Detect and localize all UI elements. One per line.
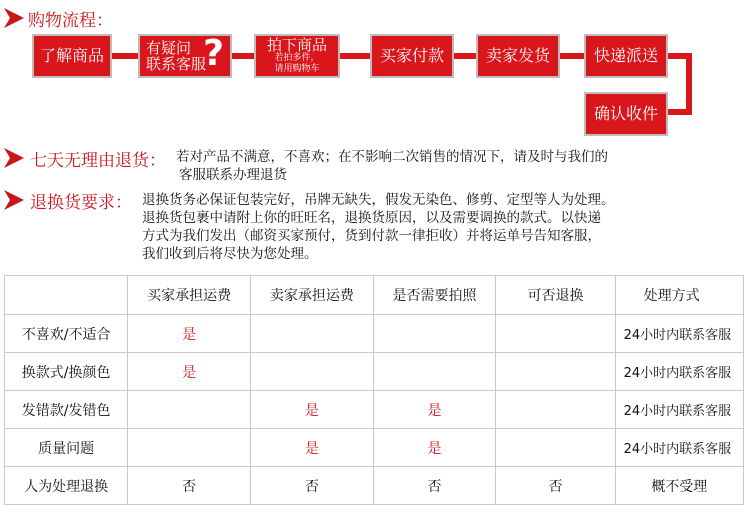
- table-cell: 是: [373, 429, 496, 467]
- flow-step-label: 了解商品: [39, 46, 104, 66]
- flow-connector: [340, 53, 370, 59]
- table-cell-handling: 24小时内联系客服: [615, 391, 743, 429]
- table-cell: 否: [373, 467, 496, 505]
- exchange-line: 方式为我们发出（邮资买家预付，货到付款一律拒收）并将运单号告知客服，: [142, 228, 601, 244]
- flow-connector: [232, 53, 254, 59]
- exchange-line: 退换货包裹中请附上你的旺旺名，退换货原因，以及需要调换的款式。以快递: [142, 210, 601, 226]
- question-mark-icon: ?: [203, 33, 224, 74]
- table-cell: [250, 353, 373, 391]
- return-policy-line-2: 客服联系办理退货: [179, 167, 287, 183]
- table-row: [5, 315, 744, 353]
- red-arrow-icon: [4, 190, 26, 210]
- table-header-cell: 买家承担运费: [128, 276, 251, 315]
- exchange-line: 我们收到后将尽快为您处理。: [142, 246, 318, 262]
- table-cell: [373, 315, 496, 353]
- flow-step-contact-service: [138, 34, 232, 78]
- table-header-row: [5, 276, 744, 315]
- table-cell-reason: 人为处理退换: [5, 467, 128, 505]
- return-policy-title: 七天无理由退货：: [30, 151, 166, 171]
- flow-step-label: 买家付款: [379, 46, 444, 66]
- table-row: [5, 353, 744, 391]
- table-cell-handling: 24小时内联系客服: [615, 429, 743, 467]
- table-cell: 否: [250, 467, 373, 505]
- table-cell-handling: 24小时内联系客服: [615, 315, 743, 353]
- exchange-requirements-text: [142, 191, 742, 263]
- table-header-cell: 是否需要拍照: [373, 276, 496, 315]
- exchange-requirements-title: 退换货要求：: [30, 193, 132, 213]
- table-cell: 是: [250, 391, 373, 429]
- table-row: [5, 391, 744, 429]
- table-header-cell: [5, 276, 128, 315]
- red-arrow-icon: [4, 8, 26, 28]
- table-cell-reason: 不喜欢/不适合: [5, 315, 128, 353]
- table-cell: [128, 391, 251, 429]
- table-cell: 否: [496, 467, 615, 505]
- table-cell: [373, 353, 496, 391]
- table-cell: 是: [128, 315, 251, 353]
- table-header-cell: 卖家承担运费: [250, 276, 373, 315]
- table-cell: [496, 429, 615, 467]
- table-cell-handling: 24小时内联系客服: [615, 353, 743, 391]
- flow-step-note-2: 请用购物车: [274, 64, 320, 75]
- table-cell: [496, 391, 615, 429]
- flow-step-place-order: [254, 34, 340, 78]
- flow-connector: [668, 109, 692, 115]
- flow-step-label: 有疑问: [146, 38, 192, 57]
- flow-step-note-1: 若拍多件，: [274, 53, 320, 64]
- flow-step-label: 卖家发货: [485, 46, 550, 66]
- return-policy-line-1: 若对产品不满意，不喜欢；在不影响二次销售的情况下，请及时与我们的: [176, 149, 608, 165]
- table-cell: 否: [128, 467, 251, 505]
- exchange-line: 退换货务必保证包装完好，吊牌无缺失，假发无染色、修剪、定型等人为处理。: [142, 192, 615, 208]
- flow-step-label-2: 联系客服: [146, 55, 207, 73]
- table-header-cell: 可否退换: [496, 276, 615, 315]
- return-policy-text: [176, 148, 736, 184]
- flow-connector: [560, 53, 584, 59]
- table-header-cell: 处理方式: [615, 276, 743, 315]
- return-rules-table: [4, 275, 744, 505]
- table-cell-reason: 发错款/发错色: [5, 391, 128, 429]
- flow-step-label: 快递派送: [593, 46, 658, 66]
- table-row: [5, 429, 744, 467]
- table-cell: 是: [128, 353, 251, 391]
- flow-step-delivery: [584, 34, 668, 78]
- table-cell: [128, 429, 251, 467]
- table-cell-handling: 概不受理: [615, 467, 743, 505]
- flow-step-label: 确认收件: [593, 104, 658, 124]
- flow-step-seller-ship: [476, 34, 560, 78]
- flow-title: 购物流程：: [28, 11, 113, 31]
- flow-connector: [112, 53, 138, 59]
- flow-step-confirm-receipt: [584, 92, 668, 136]
- table-cell: 是: [373, 391, 496, 429]
- table-cell: 是: [250, 429, 373, 467]
- flow-connector: [686, 53, 692, 115]
- flow-step-buyer-pay: [370, 34, 454, 78]
- table-cell: [496, 353, 615, 391]
- red-arrow-icon: [4, 148, 26, 168]
- table-cell-reason: 换款式/换颜色: [5, 353, 128, 391]
- flow-connector: [454, 53, 476, 59]
- table-cell-reason: 质量问题: [5, 429, 128, 467]
- flow-step-understand: [32, 34, 112, 78]
- table-cell: [250, 315, 373, 353]
- flow-step-label: 拍下商品: [266, 35, 327, 54]
- table-cell: [496, 315, 615, 353]
- table-row: [5, 467, 744, 505]
